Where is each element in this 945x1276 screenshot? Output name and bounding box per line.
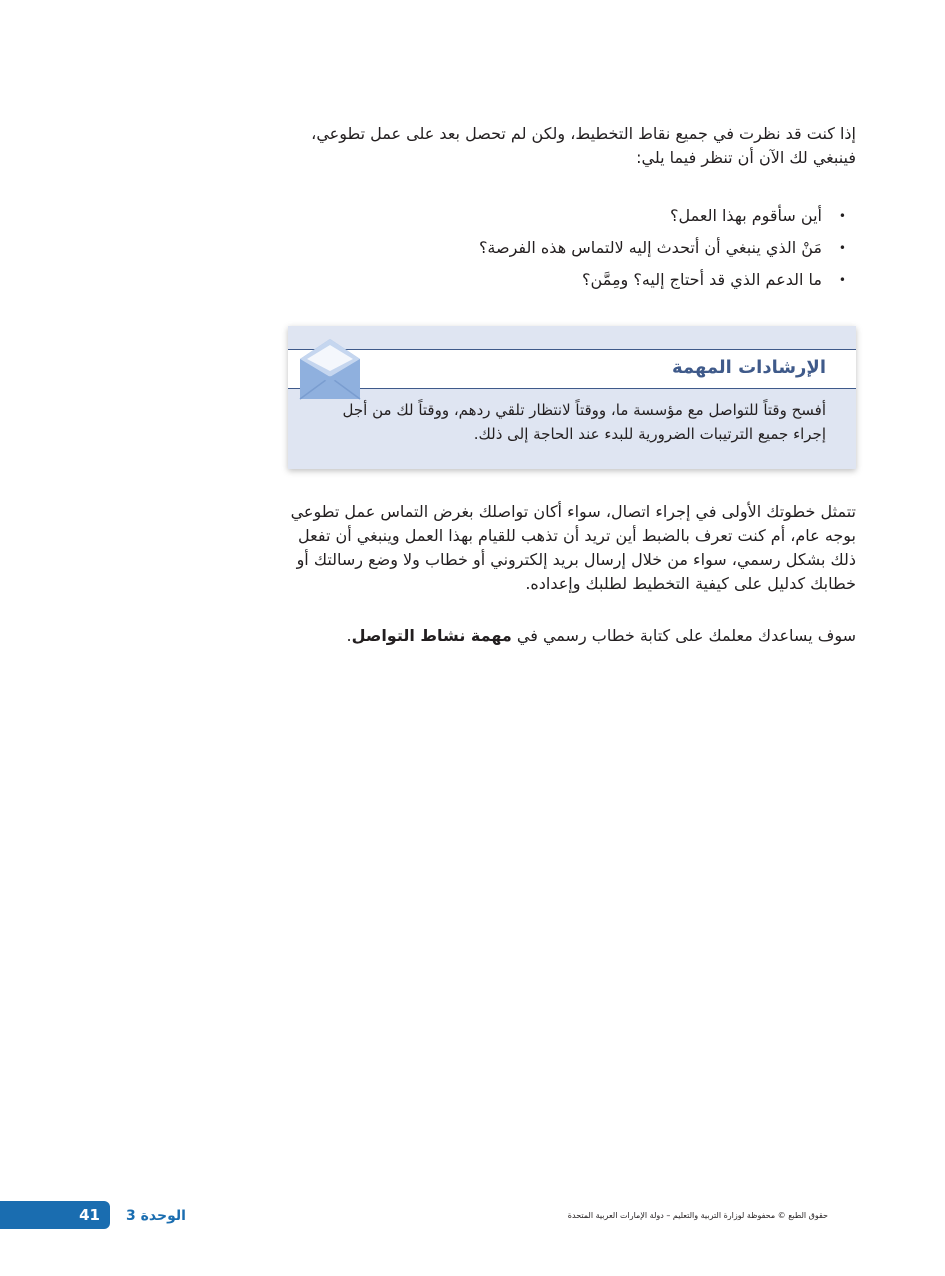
intro-paragraph: إذا كنت قد نظرت في جميع نقاط التخطيط، ولكن لم تحصل بعد على عمل تطوعي، فينبغي لك الآن أن تنظر فيما يلي:	[311, 124, 856, 167]
page-number-tab	[0, 1201, 110, 1229]
list-item	[288, 232, 856, 264]
list-item-text: أين سأقوم بهذا العمل؟	[669, 206, 822, 225]
guidance-header	[288, 349, 856, 389]
body-paragraph: تتمثل خطوتك الأولى في إجراء اتصال، سواء أكان تواصلك بغرض التماس عمل تطوعي بوجه عام، أم كنت تعرف بالضبط أين تريد أن تذهب للقيام بهذا العمل وينبغي أن تفعل ذلك بشكل رسمي، سواء من خلال إرسال بريد إلكتروني أو خطاب ولا وضع رسالتك أو خطابك كدليل على كيفية التخطيط لطلبك وإعداده.	[290, 502, 856, 593]
list-item-text: مَنْ الذي ينبغي أن أتحدث إليه لالتماس هذه الفرصة؟	[478, 238, 822, 257]
bullet-icon: •	[838, 241, 846, 255]
copyright-notice: حقوق الطبع © محفوظة لوزارة التربية والتعليم – دولة الإمارات العربية المتحدة	[567, 1211, 828, 1220]
guidance-text: أفسح وقتاً للتواصل مع مؤسسة ما، ووقتاً لانتظار تلقي ردهم، ووقتاً لك من أجل إجراء جميع الترتيبات الضرورية للبدء عند الحاجة إلى ذلك.	[342, 401, 826, 443]
bullet-icon: •	[838, 209, 846, 223]
guidance-title: الإرشادات المهمة	[671, 357, 826, 378]
bullet-icon: •	[838, 273, 846, 287]
closing-paragraph	[288, 624, 856, 648]
guidance-box	[288, 326, 856, 469]
unit-label: الوحدة 3	[126, 1208, 186, 1224]
envelope-icon	[297, 337, 363, 403]
task-name: مهمة نشاط التواصل	[351, 626, 512, 645]
closing-prefix: سوف يساعدك معلمك على كتابة خطاب رسمي في	[511, 626, 856, 645]
list-item	[288, 264, 856, 296]
closing-suffix: .	[346, 626, 352, 645]
question-list	[288, 200, 856, 296]
list-item	[288, 200, 856, 232]
page-number: 41	[79, 1206, 100, 1224]
list-item-text: ما الدعم الذي قد أحتاج إليه؟ ومِمَّن؟	[582, 270, 822, 289]
